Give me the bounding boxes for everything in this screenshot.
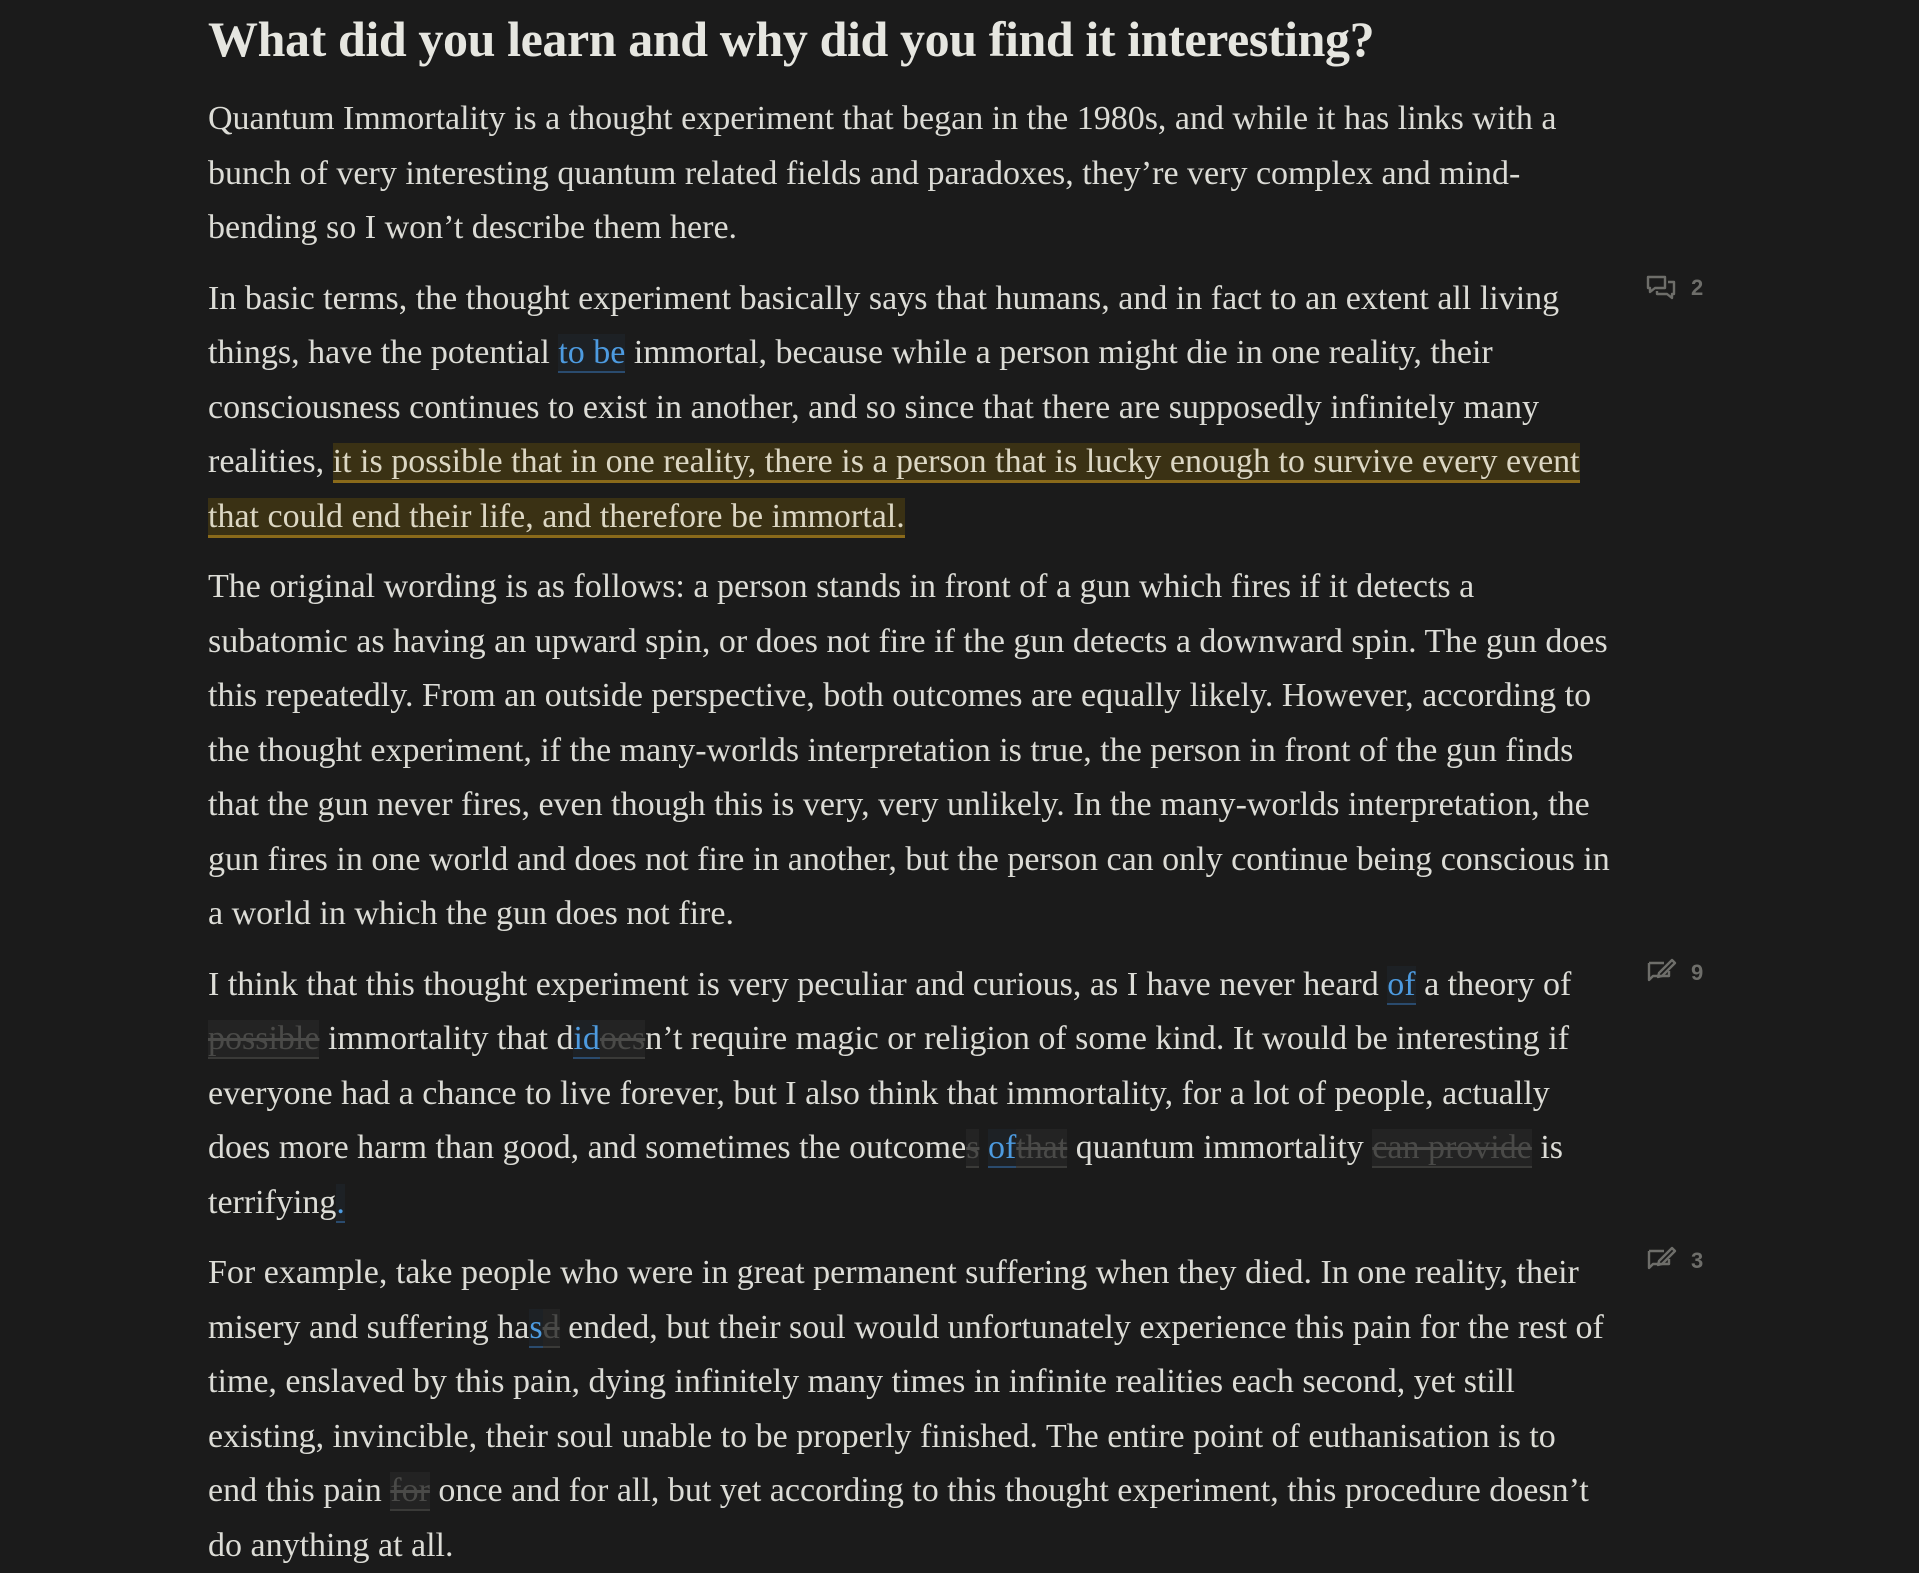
comment-count: 2	[1691, 275, 1704, 300]
suggestion-count: 9	[1691, 960, 1704, 985]
paragraph-text: The original wording is as follows: a person stands in front of a gun which fires if it detects a subatomic as having an upward spin, or does not fire if the gun detects a downward spin. The gun does this repeatedly. From an outside perspective, both outcomes are equally likely. However, according to the thought experiment, if the many-worlds interpretation is true, the person in front of the gun finds that the gun never fires, even though this is very, very unlikely. In the many-worlds interpretation, the gun fires in one world and does not fire in another, but the person can only continue being conscious in a world in which the gun does not fire.	[208, 568, 1610, 932]
suggestion-icon	[1645, 958, 1677, 988]
suggestion-thread-marker[interactable]	[1645, 1246, 1703, 1276]
paragraph-text	[979, 1129, 988, 1166]
comment-thread-marker[interactable]	[1645, 273, 1703, 303]
paragraph-text: once and for all, but yet according to this thought experiment, this procedure doesn’t do anything at all.	[208, 1472, 1589, 1564]
suggestion-count: 3	[1691, 1248, 1704, 1273]
paragraph-text: n’t require magic or religion of some kind. It would be interesting if everyone had a chance to live forever, but I also think that immortality, for a lot of people, actually does more harm than good, and sometimes the outcome	[208, 1020, 1570, 1166]
deleted-text[interactable]: s	[966, 1129, 980, 1166]
deleted-text[interactable]: possible	[208, 1020, 320, 1057]
deleted-text[interactable]: d	[542, 1308, 560, 1346]
inserted-text[interactable]: to be	[558, 334, 626, 371]
paragraph-1	[208, 92, 1613, 256]
section-heading: What did you learn and why did you find it interesting?	[208, 11, 1375, 67]
paragraph-text: ended, but their soul would unfortunately experience this pain for the rest of time, enslaved by this pain, dying infinitely many times in infinite realities each second, yet still existing, invincible, their soul unable to be properly finished. The entire point of euthanisation is to end this pain	[208, 1308, 1604, 1509]
document-body	[208, 0, 1613, 1573]
paragraph-2	[208, 272, 1613, 545]
paragraph-5	[208, 1246, 1613, 1573]
inserted-text[interactable]: id	[573, 1020, 600, 1057]
deleted-text[interactable]: that	[1016, 1129, 1068, 1166]
paragraph-text: a theory of	[1415, 965, 1572, 1003]
inserted-text[interactable]: of	[987, 1129, 1017, 1166]
highlighted-comment-text[interactable]: it is possible that in one reality, there is a person that is lucky enough to survive every event that could end their life, and therefore be immortal.	[208, 443, 1580, 538]
deleted-text[interactable]: oes	[599, 1020, 646, 1057]
paragraph-text: immortal, because while a person might die in one reality, their consciousness continues to exist in another, and so since that there are supposedly infinitely many realities,	[208, 334, 1539, 480]
deleted-text[interactable]: can provide	[1372, 1129, 1532, 1166]
inserted-text[interactable]: .	[336, 1183, 345, 1221]
inserted-text[interactable]: s	[529, 1308, 543, 1346]
inserted-text[interactable]: of	[1387, 965, 1416, 1003]
suggestion-icon	[1645, 1246, 1677, 1276]
paragraph-text: Quantum Immortality is a thought experiment that began in the 1980s, and while it has links with a bunch of very interesting quantum related fields and paradoxes, they’re very complex and mind-bending so I won’t describe them here.	[208, 100, 1557, 246]
paragraph-text: In basic terms, the thought experiment basically says that humans, and in fact to an extent all living things, have the potential	[208, 279, 1560, 371]
paragraph-4	[208, 958, 1613, 1231]
deleted-text[interactable]: for	[390, 1472, 430, 1509]
paragraph-text: I think that this thought experiment is very peculiar and curious, as I have never heard	[208, 965, 1388, 1003]
paragraph-text: quantum immortality	[1067, 1129, 1373, 1166]
suggestion-thread-marker[interactable]	[1645, 958, 1703, 988]
paragraph-text: is terrifying	[208, 1129, 1564, 1221]
comment-icon	[1645, 273, 1677, 303]
paragraph-text: immortality that d	[319, 1020, 574, 1057]
paragraph-text: For example, take people who were in great permanent suffering when they died. In one reality, their misery and suffering ha	[208, 1254, 1579, 1346]
paragraph-3	[208, 560, 1613, 942]
